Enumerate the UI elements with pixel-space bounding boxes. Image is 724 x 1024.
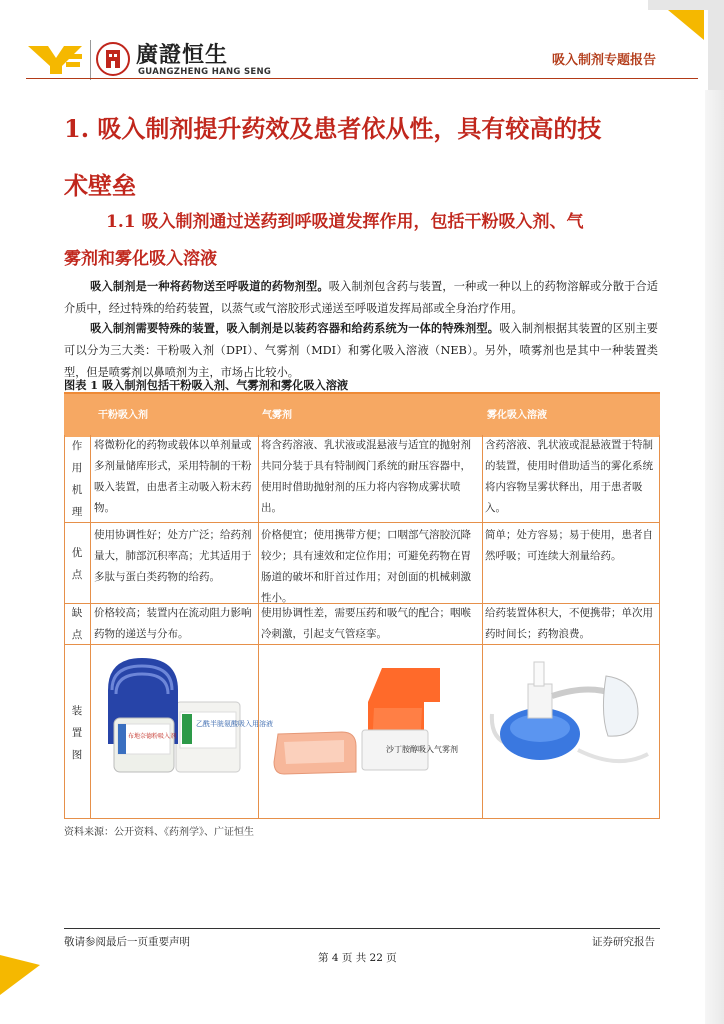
col-header-dpi: 干粉吸入剂 [98, 410, 148, 421]
cell-advantages-mdi: 价格便宜；使用携带方便；口咽部气溶胶沉降较少；具有速效和定位作用；可避免药物在胃肠道的破坏和肝首过作用；对创面的机械刺激性小。 [261, 529, 471, 604]
row-label-device: 装置图 [71, 705, 83, 761]
cell-disadvantages-dpi: 价格较高；装置内在流动阻力影响药物的递送与分布。 [94, 607, 252, 640]
table-gridline [64, 818, 660, 819]
table-gridline [482, 435, 483, 819]
brand-name-en: GUANGZHENG HANG SENG [138, 67, 272, 77]
neb-device-image [488, 654, 654, 780]
right-margin-strip [705, 90, 724, 1024]
corner-decoration-icon [648, 0, 724, 100]
gzhs-emblem-icon [96, 42, 130, 76]
svg-text:乙酰半胱氨酸吸入用溶液: 乙酰半胱氨酸吸入用溶液 [196, 720, 273, 728]
cell-mechanism-dpi: 将微粉化的药物或载体以单剂量或多剂量储库形式，采用特制的干粉吸入装置，由患者主动吸入粉末药物。 [94, 439, 252, 514]
header-rule [26, 78, 698, 79]
cell-mechanism-neb: 含药溶液、乳状液或混悬液置于特制的装置，使用时借助适当的雾化系统将内容物呈雾状释出，用于患者吸入。 [485, 439, 653, 514]
footer-rule [64, 928, 660, 929]
mdi-device-image [264, 662, 476, 778]
row-label-disadvantages: 缺点 [71, 607, 83, 641]
corner-triangle-icon [0, 955, 40, 995]
cell-advantages-neb: 简单；处方容易；易于使用，患者自然呼吸；可连续大剂量给药。 [485, 529, 653, 562]
table-gridline [659, 435, 660, 819]
table-gridline [64, 522, 660, 523]
table-gridline [258, 435, 259, 819]
row-label-mechanism: 作用机理 [71, 440, 83, 518]
page-number: 第 4 页 共 22 页 [318, 952, 397, 964]
row-label-advantages: 优点 [71, 547, 83, 581]
cell-disadvantages-neb: 给药装置体积大，不便携带；单次用药时间长；药物浪费。 [485, 607, 653, 640]
table-gridline [90, 435, 91, 819]
footer-report-label: 证券研究报告 [592, 936, 655, 948]
cell-advantages-dpi: 使用协调性好；处方广泛；给药剂量大，肺部沉积率高；尤其适用于多肽与蛋白类药物的给药。 [94, 529, 252, 583]
brand-name: 廣證恒生 [136, 43, 229, 68]
comparison-table [64, 392, 660, 819]
col-header-neb: 雾化吸入溶液 [487, 410, 547, 421]
dpi-device-image [100, 654, 273, 780]
figure-title: 图表 1 吸入制剂包括干粉吸入剂、气雾剂和雾化吸入溶液 [64, 378, 349, 392]
source-note: 资料来源：公开资料、《药剂学》、广证恒生 [64, 827, 254, 838]
report-type: 吸入制剂专题报告 [552, 53, 657, 68]
paragraph-device-types: 吸入制剂需要特殊的装置，吸入制剂是以装药容器和给药系统为一体的特殊剂型。吸入制剂根据其装置的区别主要可以分为三大类：干粉吸入剂（DPI）、气雾剂（MDI）和雾化吸入溶液（NEB）。另外，喷雾剂也是其中一种装置类型，但是喷雾剂以鼻喷剂为主，市场占比较小。 [64, 321, 658, 379]
yf-logo-icon [26, 44, 84, 76]
paragraph-definition: 吸入制剂是一种将药物送至呼吸道的药物剂型。吸入制剂包含药与装置，一种或一种以上的药物溶解或分散于合适介质中，经过特殊的给药装置，以蒸气或气溶胶形式递送至呼吸道发挥局部或全身治疗作用。 [64, 279, 658, 315]
cell-mechanism-mdi: 将含药溶液、乳状液或混悬液与适宜的抛射剂共同分装于具有特制阀门系统的耐压容器中，使用时借助抛射剂的压力将内容物成雾状喷出。 [261, 439, 471, 514]
col-header-mdi: 气雾剂 [262, 410, 292, 421]
cell-disadvantages-mdi: 使用协调性差，需要压药和吸气的配合；咽喉冷刺激，引起支气管痉挛。 [261, 607, 471, 640]
svg-text:沙丁胺醇吸入气雾剂: 沙丁胺醇吸入气雾剂 [386, 745, 458, 754]
footer-disclaimer: 敬请参阅最后一页重要声明 [64, 936, 190, 948]
section-heading: 1. 吸入制剂提升药效及患者依从性，具有较高的技 术壁垒 [64, 114, 602, 200]
header-separator [90, 40, 91, 80]
subsection-heading: 1.1 吸入制剂通过送药到呼吸道发挥作用，包括干粉吸入剂、气 雾剂和雾化吸入溶液 [64, 212, 584, 269]
table-header-row [64, 392, 660, 437]
svg-text:布地奈德粉吸入剂: 布地奈德粉吸入剂 [128, 733, 177, 740]
